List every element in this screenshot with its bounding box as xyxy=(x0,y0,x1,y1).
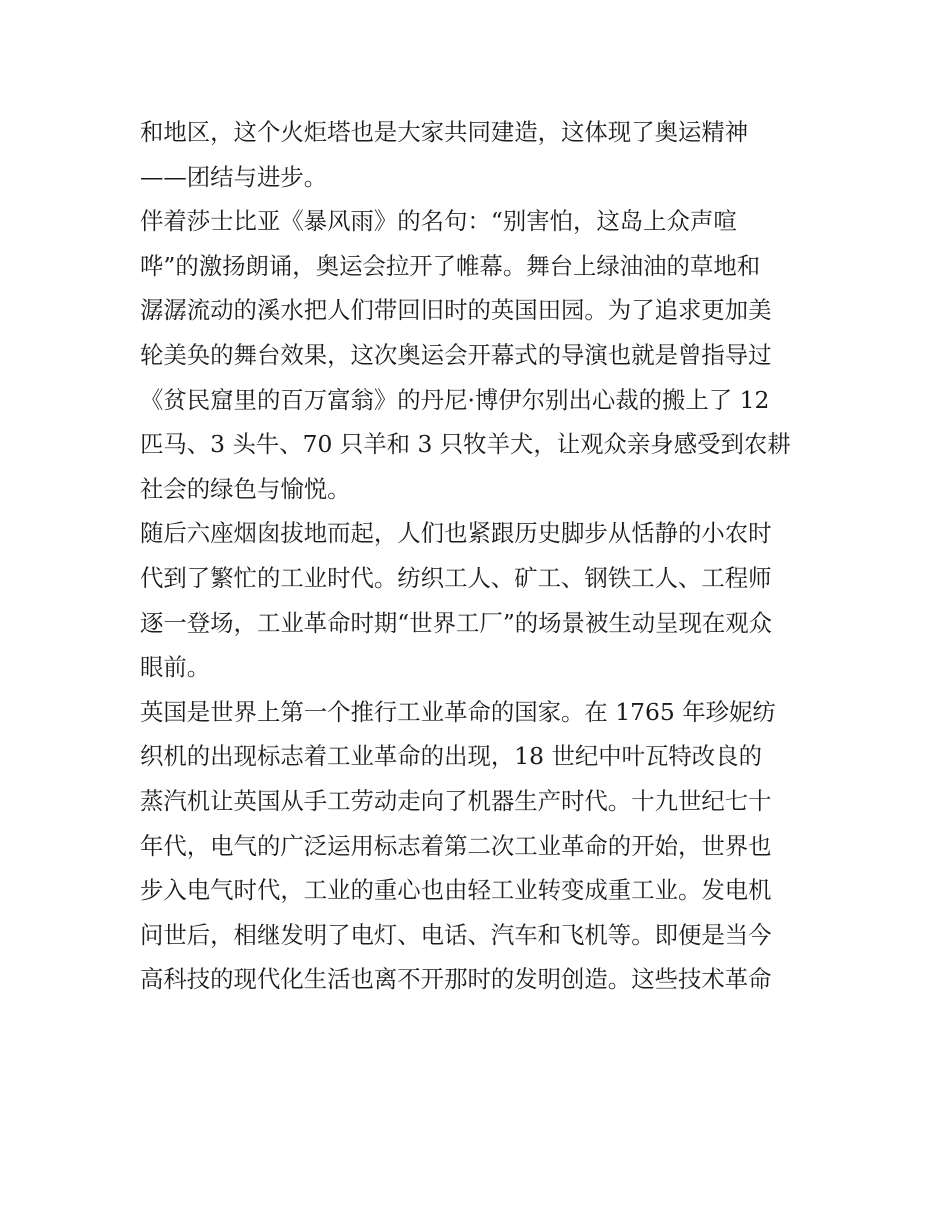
text-line: 蒸汽机让英国从手工劳动走向了机器生产时代。十九世纪七十 xyxy=(140,786,772,815)
text-line: 逐一登场，工业革命时期“世界工厂”的场景被生动呈现在观众 xyxy=(140,608,773,637)
text-line: 轮美奂的舞台效果，这次奥运会开幕式的导演也就是曾指导过 xyxy=(140,340,772,369)
text-line: ——团结与进步。 xyxy=(140,162,328,191)
text-line: 哗”的激扬朗诵，奥运会拉开了帷幕。舞台上绿油油的草地和 xyxy=(140,251,761,280)
text-line: 和地区，这个火炬塔也是大家共同建造，这体现了奥运精神 xyxy=(140,118,749,146)
text-line: 织机的出现标志着工业革命的出现，18 世纪中叶瓦特改良的 xyxy=(140,742,762,771)
text-line: 步入电气时代，工业的重心也由轻工业转变成重工业。发电机 xyxy=(140,876,772,905)
text-line: 代到了繁忙的工业时代。纺织工人、矿工、钢铁工人、工程师 xyxy=(140,563,772,592)
text-line: 眼前。 xyxy=(140,653,211,682)
text-line: 高科技的现代化生活也离不开那时的发明创造。这些技术革命 xyxy=(140,965,772,994)
text-line: 随后六座烟囱拔地而起，人们也紧跟历史脚步从恬静的小农时 xyxy=(140,519,772,548)
document-body xyxy=(140,110,820,1002)
text-line: 年代，电气的广泛运用标志着第二次工业革命的开始，世界也 xyxy=(140,831,772,860)
text-line: 问世后，相继发明了电灯、电话、汽车和飞机等。即便是当今 xyxy=(140,920,772,949)
text-line: 《贫民窟里的百万富翁》的丹尼·博伊尔别出心裁的搬上了 12 xyxy=(140,385,770,414)
text-line: 伴着莎士比亚《暴风雨》的名句：“别害怕，这岛上众声喧 xyxy=(140,207,737,236)
text-line: 英国是世界上第一个推行工业革命的国家。在 1765 年珍妮纺 xyxy=(140,697,776,726)
text-line: 匹马、3 头牛、70 只羊和 3 只牧羊犬，让观众亲身感受到农耕 xyxy=(140,430,791,459)
text-line: 社会的绿色与愉悦。 xyxy=(140,474,351,503)
text-line: 潺潺流动的溪水把人们带回旧时的英国田园。为了追求更加美 xyxy=(140,296,772,325)
